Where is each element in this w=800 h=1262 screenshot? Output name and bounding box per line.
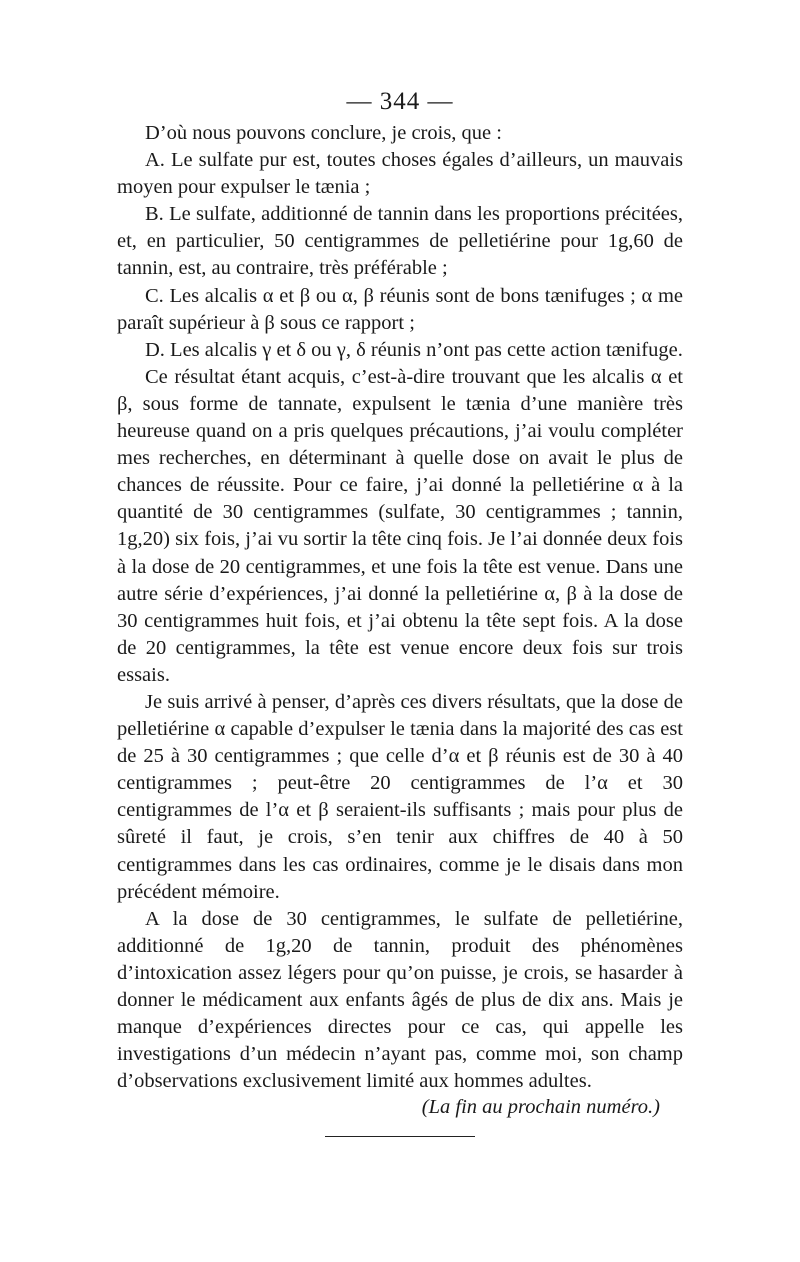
- paragraph-dosage: Je suis arrivé à penser, d’après ces divers résultats, que la dose de pelletiérine α capable d’expulser le tænia dans la majorité des cas est de 25 à 30 centigrammes ; que celle d’α et β réunis est de 30 à 40 centigrammes ; peut-être 20 centigrammes de l’α et 30 centigrammes de l’α et β seraient-ils suffisants ; mais pour plus de sûreté il faut, je crois, s’en tenir aux chiffres de 40 à 50 centigrammes dans les cas ordinaires, comme je le disais dans mon précédent mémoire.: [117, 690, 683, 903]
- paragraph-conclusion-c: C. Les alcalis α et β ou α, β réunis sont de bons tænifuges ; α me paraît supérieur à β sous ce rapport ;: [117, 284, 683, 334]
- paragraph-conclusion-a: A. Le sulfate pur est, toutes choses égales d’ailleurs, un mauvais moyen pour expulser le tænia ;: [117, 149, 683, 199]
- paragraph-conclusion-d: D. Les alcalis γ et δ ou γ, δ réunis n’ont pas cette action tænifuge.: [145, 338, 683, 361]
- paragraph-intro: D’où nous pouvons conclure, je crois, que :: [145, 122, 502, 144]
- paragraph-conclusion-b: B. Le sulfate, additionné de tannin dans les proportions précitées, et, en particulier, 50 centigrammes de pelletiérine pour 1g,60 de tannin, est, au contraire, très préférable ;: [117, 203, 683, 280]
- body-text: [117, 120, 683, 1095]
- closing-rule: [325, 1136, 475, 1137]
- paragraph-results: Ce résultat étant acquis, c’est-à-dire trouvant que les alcalis α et β, sous forme de tannate, expulsent le tænia d’une manière très heureuse quand on a pris quelques précautions, j’ai voulu compléter mes recherches, en déterminant à quelle dose on avait le plus de chances de réussite. Pour ce faire, j’ai donné la pelletiérine α à la quantité de 30 centigrammes (sulfate, 30 centigrammes ; tannin, 1g,20) six fois, j’ai vu sortir la tête cinq fois. Je l’ai donnée deux fois à la dose de 20 centigrammes, et une fois la tête est venue. Dans une autre série d’expériences, j’ai donné la pelletiérine α, β à la dose de 30 centigrammes huit fois, et j’ai obtenu la tête sept fois. A la dose de 20 centigrammes, la tête est venue encore deux fois sur trois essais.: [117, 365, 683, 686]
- page-number: — 344 —: [346, 88, 454, 115]
- continuation-note: (La fin au prochain numéro.): [421, 1096, 660, 1118]
- paragraph-children: A la dose de 30 centigrammes, le sulfate de pelletiérine, additionné de 1g,20 de tannin, produit des phénomènes d’intoxication assez légers pour qu’on puisse, je crois, se hasarder à donner le médicament aux enfants âgés de plus de dix ans. Mais je manque d’expériences directes pour ce cas, qui appelle les investigations d’un médecin n’ayant pas, comme moi, son champ d’observations exclusivement limité aux hommes adultes.: [117, 907, 683, 1093]
